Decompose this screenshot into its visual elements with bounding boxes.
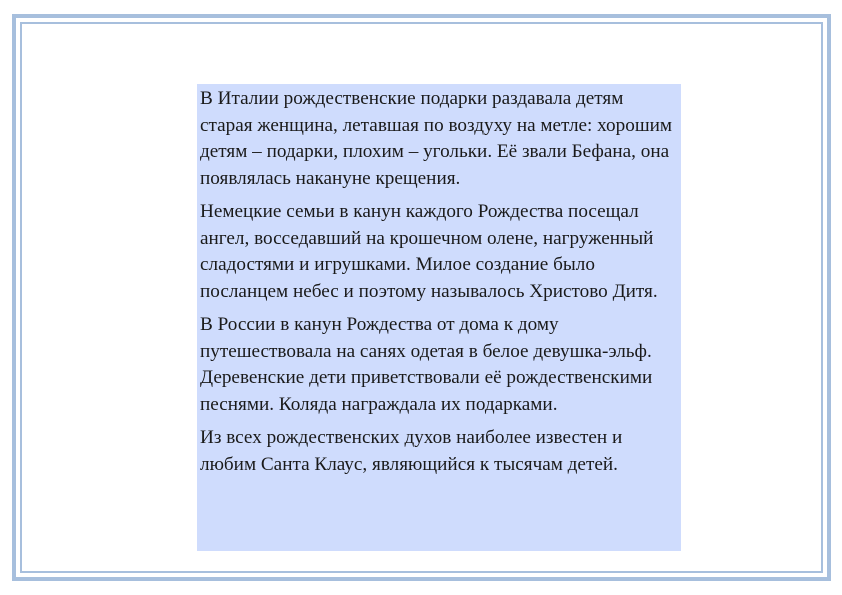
paragraph-santa-claus: Из всех рождественских духов наиболее известен и любим Санта Клаус, являющийся к тысячам детей. [200, 427, 623, 475]
paragraph-italy: В Италии рождественские подарки раздавала детям старая женщина, летавшая по воздуху на метле: хорошим детям – подарки, плохим – угольки. Её звали Бефана, она появлялась накануне крещения. [200, 88, 673, 189]
paragraph-germany: Немецкие семьи в канун каждого Рождества посещал ангел, восседавший на крошечном олене, нагруженный сладостями и игрушками. Милое создание было посланцем небес и поэтому называлось Христово Дитя. [200, 201, 658, 302]
paragraph-russia: В России в канун Рождества от дома к дому путешествовала на санях одетая в белое девушка-эльф. Деревенские дети приветствовали её рождественскими песнями. Коляда награждала их подарками. [200, 314, 653, 415]
text-box [197, 84, 681, 551]
